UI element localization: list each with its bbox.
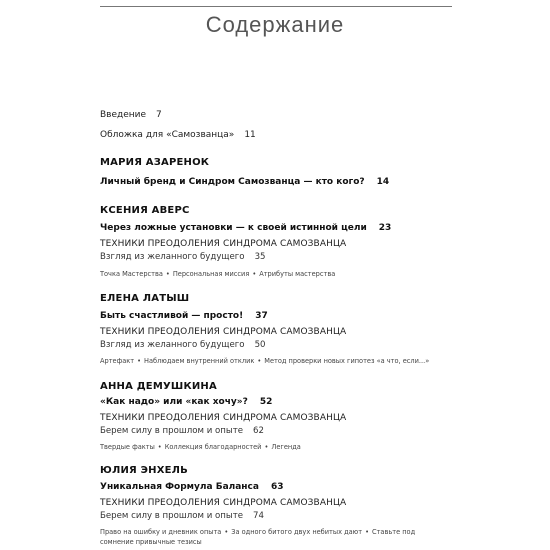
toc-entry-page: 35 — [254, 252, 266, 262]
toc-entry-page: 11 — [244, 130, 256, 140]
toc-entry-story[interactable] — [100, 223, 391, 233]
separator-dot: • — [137, 357, 141, 365]
toc-entry-label: Взгляд из желанного будущего — [100, 252, 245, 262]
toc-entry-label: «Как надо» или «как хочу»? — [100, 397, 248, 407]
technique-tags — [100, 528, 415, 536]
tag: Метод проверки новых гипотез «а что, если...» — [264, 357, 430, 365]
technique-tags — [100, 443, 301, 451]
toc-entry-page: 14 — [376, 177, 390, 187]
toc-entry-page: 52 — [259, 397, 273, 407]
tag: Ставьте под — [371, 528, 416, 536]
toc-entry-page: 50 — [254, 340, 266, 350]
toc-entry-label: Берем силу в прошлом и опыте — [100, 511, 243, 521]
tag: Коллекция благодарностей — [164, 443, 262, 451]
toc-entry-technique[interactable] — [100, 340, 266, 350]
toc-entry-label: Уникальная Формула Баланса — [100, 482, 259, 492]
toc-entry-label: Берем силу в прошлом и опыте — [100, 426, 243, 436]
technique-heading: ТЕХНИКИ ПРЕОДОЛЕНИЯ СИНДРОМА САМОЗВАНЦА — [100, 239, 347, 249]
separator-dot: • — [365, 528, 369, 536]
toc-entry-label: Взгляд из желанного будущего — [100, 340, 245, 350]
author-name: КСЕНИЯ АВЕРС — [100, 205, 190, 216]
tag: Легенда — [271, 443, 301, 451]
tag: Наблюдаем внутренний отклик — [144, 357, 255, 365]
tag: Артефакт — [100, 357, 135, 365]
page-title: Содержание — [205, 12, 345, 37]
author-name: МАРИЯ АЗАРЕНОК — [100, 157, 210, 168]
toc-entry-intro[interactable] — [100, 110, 162, 120]
separator-dot: • — [224, 528, 229, 536]
tag: Точка Мастерства — [100, 270, 163, 278]
top-rule — [100, 6, 452, 7]
toc-entry-page: 62 — [253, 426, 264, 436]
toc-entry-page: 74 — [253, 511, 264, 521]
toc-entry-story[interactable] — [100, 177, 389, 187]
technique-heading: ТЕХНИКИ ПРЕОДОЛЕНИЯ СИНДРОМА САМОЗВАНЦА — [100, 498, 347, 508]
author-name: ЮЛИЯ ЭНХЕЛЬ — [100, 465, 188, 476]
toc-entry-label: Обложка для «Самозванца» — [100, 130, 235, 140]
separator-dot: • — [165, 270, 170, 278]
technique-tags-continued: сомнение привычные тезисы — [100, 538, 202, 546]
tag: За одного битого двух небитых дают — [231, 528, 363, 536]
toc-entry-story[interactable] — [100, 397, 272, 407]
toc-entry-technique[interactable] — [100, 252, 266, 262]
toc-entry-cover[interactable] — [100, 130, 256, 140]
technique-tags — [100, 270, 335, 278]
toc-entry-story[interactable] — [100, 482, 283, 492]
toc-entry-story[interactable] — [100, 311, 268, 321]
toc-entry-label: Быть счастливой — просто! — [100, 311, 244, 321]
separator-dot: • — [157, 443, 162, 451]
toc-entry-technique[interactable] — [100, 426, 264, 436]
tag: Атрибуты мастерства — [259, 270, 336, 278]
technique-heading: ТЕХНИКИ ПРЕОДОЛЕНИЯ СИНДРОМА САМОЗВАНЦА — [100, 327, 347, 337]
toc-entry-page: 7 — [156, 110, 162, 120]
toc-entry-page: 23 — [378, 223, 392, 233]
separator-dot: • — [252, 270, 257, 278]
toc-entry-page: 63 — [270, 482, 284, 492]
toc-entry-page: 37 — [255, 311, 268, 321]
tag: Право на ошибку и дневник опыта — [100, 528, 222, 536]
separator-dot: • — [257, 357, 262, 365]
toc-entry-label: Введение — [100, 110, 147, 120]
separator-dot: • — [264, 443, 269, 451]
toc-entry-label: Через ложные установки — к своей истинной цели — [100, 223, 367, 233]
author-name: ЕЛЕНА ЛАТЫШ — [100, 293, 190, 304]
technique-tags — [100, 357, 429, 365]
technique-heading: ТЕХНИКИ ПРЕОДОЛЕНИЯ СИНДРОМА САМОЗВАНЦА — [100, 413, 347, 423]
toc-entry-label: Личный бренд и Синдром Самозванца — кто кого? — [100, 177, 365, 187]
tag: Персональная миссия — [172, 270, 250, 278]
author-name: АННА ДЕМУШКИНА — [100, 381, 217, 392]
toc-entry-technique[interactable] — [100, 511, 264, 521]
tag: Твердые факты — [100, 443, 155, 451]
